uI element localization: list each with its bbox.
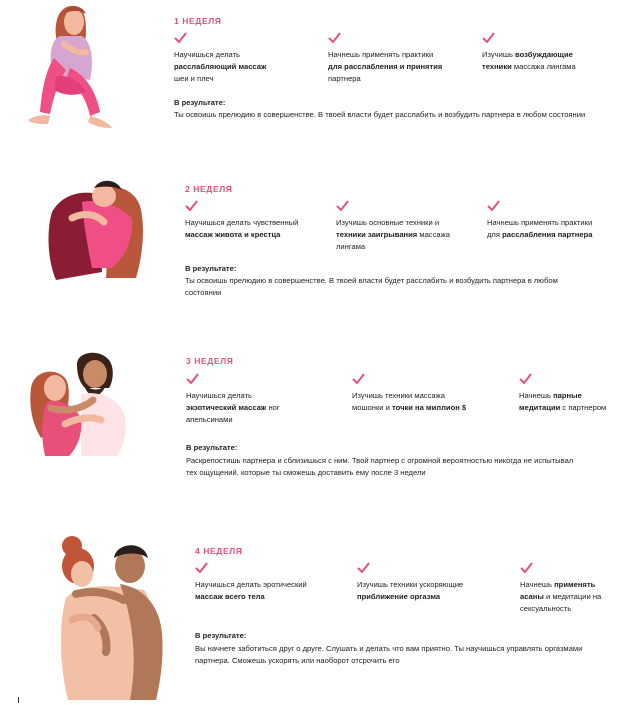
- check-icon: [328, 32, 341, 43]
- item-text: Начнешь применять практики: [328, 50, 434, 59]
- week-1-title: 1 НЕДЕЛЯ: [174, 16, 222, 26]
- week-4-title: 4 НЕДЕЛЯ: [195, 546, 243, 556]
- check-icon: [357, 562, 370, 573]
- item-text: Научишься делать эротический: [195, 580, 307, 589]
- item-bold-text: возбуждающие техники: [482, 50, 573, 71]
- item-text: Начнешь: [520, 580, 552, 589]
- week-1-result-text: Ты освоишь прелюдию в совершенстве. В твоей власти будет расслабить и возбудить партнера в любом состоянии: [174, 110, 586, 119]
- couple-embrace-illustration: [42, 172, 152, 284]
- item-bold-text: экзотический массаж: [186, 403, 267, 412]
- week-4-result-text: Вы начнете заботиться друг о друге. Слушать и делать что вам приятно. Ты научишься управлять оргазмами партнера. Сможешь ускорять или наоборот отсрочить его: [195, 644, 583, 665]
- week-3-title: 3 НЕДЕЛЯ: [186, 356, 234, 366]
- item-text: Изучишь: [482, 50, 513, 59]
- item-bold-text: применять асаны: [520, 580, 596, 601]
- check-icon: [174, 32, 187, 43]
- item-text-tail: и медитации на сексуальность: [520, 592, 602, 613]
- week-1-item-2: [328, 32, 448, 85]
- check-icon: [352, 373, 365, 384]
- item-text: Изучишь техники ускоряющие: [357, 580, 464, 589]
- item-bold-text: точки на миллион $: [392, 403, 467, 412]
- item-text: Научишься делать: [174, 50, 241, 59]
- check-icon: [195, 562, 208, 573]
- item-text: Изучишь техники массажа мошонки и: [352, 391, 445, 412]
- week-1-item-3: [482, 32, 592, 73]
- item-text-tail: ног апельсинами: [186, 403, 280, 424]
- week-2-item-1: [185, 200, 305, 241]
- week-3-result-text: Раскрепостишь партнера и сблизишься с ним. Твой партнер с огромной вероятностью никогда не испытывал тех ощущений, которые ты сможешь доставить ему после 3 недели: [186, 456, 574, 477]
- week-3-result-label: В результате:: [186, 443, 238, 452]
- item-bold-text: массаж живота и крестца: [185, 230, 281, 239]
- week-2-item-2: [336, 200, 461, 253]
- item-text-tail: партнера: [328, 74, 361, 83]
- check-icon: [482, 32, 495, 43]
- edge-mark: [18, 697, 19, 703]
- week-1-result-label: В результате:: [174, 98, 226, 107]
- check-icon: [519, 373, 532, 384]
- item-text: Начнешь: [519, 391, 551, 400]
- item-bold-text: массаж всего тела: [195, 592, 265, 601]
- item-text-tail: шеи и плеч: [174, 74, 214, 83]
- check-icon: [186, 373, 199, 384]
- week-3-item-2: [352, 373, 477, 414]
- week-4-result-label: В результате:: [195, 631, 247, 640]
- woman-hugging-knees-illustration: [20, 0, 125, 135]
- item-text: Научишься делать: [186, 391, 253, 400]
- item-text: Изучишь основные техники и: [336, 218, 440, 227]
- item-text-tail: массажа лингама: [336, 230, 450, 251]
- week-4-item-2: [357, 562, 472, 603]
- week-4-item-3: [520, 562, 615, 615]
- couple-intimate-illustration: [48, 528, 173, 700]
- week-4-item-1: [195, 562, 315, 603]
- week-1-item-1: [174, 32, 294, 85]
- week-3-item-3: [519, 373, 619, 414]
- item-text: Научишься делать чувственный: [185, 218, 299, 227]
- item-text-tail: массажа лингама: [513, 62, 576, 71]
- week-2-item-3: [487, 200, 597, 241]
- check-icon: [520, 562, 533, 573]
- check-icon: [185, 200, 198, 211]
- item-bold-text: для расслабления и принятия: [328, 62, 443, 71]
- item-bold-text: парные медитации: [519, 391, 582, 412]
- item-bold-text: техники заигрывания: [336, 230, 418, 239]
- week-2-result-text: Ты освоишь прелюдию в совершенстве. В твоей власти будет расслабить и возбудить партнера в любом состоянии: [185, 276, 558, 297]
- week-3-item-1: [186, 373, 311, 426]
- couple-hug-illustration: [25, 342, 135, 462]
- item-bold-text: расслабляющий массаж: [174, 62, 267, 71]
- item-bold-text: расслабления партнера: [502, 230, 593, 239]
- item-bold-text: приближение оргазма: [357, 592, 441, 601]
- check-icon: [487, 200, 500, 211]
- week-2-result-label: В результате:: [185, 264, 237, 273]
- week-2-title: 2 НЕДЕЛЯ: [185, 184, 233, 194]
- item-text-tail: с партнером: [562, 403, 607, 412]
- check-icon: [336, 200, 349, 211]
- item-text: Начнешь применять практики для: [487, 218, 593, 239]
